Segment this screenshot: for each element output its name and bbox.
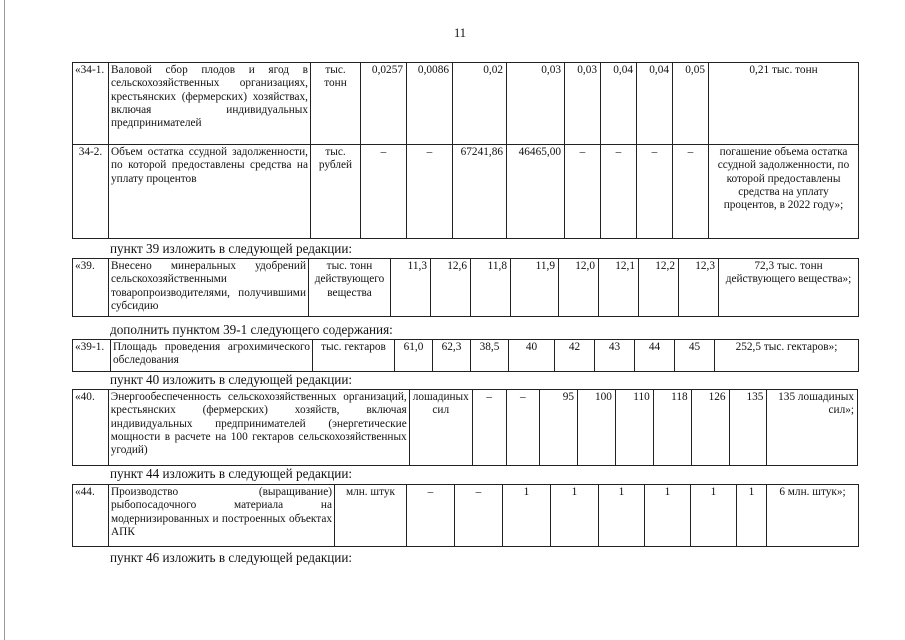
value-cell: 1 [691,485,737,547]
indicator-name: Внесено минеральных удобрений сельскохозяйственными товаропроизводителями, получившими субсидию [109,259,309,317]
amendment-note-40: пункт 40 изложить в следующей редакции: [110,372,353,387]
row-number: 34-2. [73,145,109,239]
scan-left-edge [4,0,5,640]
indicator-unit: тыс. тонн [311,63,361,145]
value-cell: 1 [645,485,691,547]
value-cell: 110 [615,390,653,466]
value-cell: 11,9 [511,259,559,317]
value-cell: 0,03 [565,63,601,145]
indicator-name: Объем остатка ссудной задолженности, по которой предоставлены средства на уплату процентов [109,145,311,239]
value-cell: – [565,145,601,239]
value-cell: 0,0086 [407,63,453,145]
value-cell: – [407,145,453,239]
indicator-table-34 [72,62,859,239]
value-cell: 0,02 [453,63,507,145]
value-cell: 12,3 [679,259,719,317]
value-cell: 12,1 [599,259,639,317]
amendment-note-39: пункт 39 изложить в следующей редакции: [110,241,353,256]
value-cell: 1 [737,485,767,547]
value-cell: 38,5 [471,340,509,372]
value-cell: 1 [503,485,551,547]
value-cell: – [506,390,540,466]
table-row-39-1 [73,340,859,372]
value-cell: 0,05 [673,63,709,145]
indicator-unit: тыс. тонн действующего вещества [309,259,391,317]
indicator-unit: тыс. рублей [311,145,361,239]
amendment-note-46: пункт 46 изложить в следующей редакции: [110,550,353,565]
row-number: «39-1. [73,340,111,372]
table-row-40 [73,390,858,466]
value-cell: 100 [578,390,616,466]
value-cell: 46465,00 [507,145,565,239]
indicator-unit: млн. штук [335,485,407,547]
table-row-44 [73,485,859,547]
total-cell: 0,21 тыс. тонн [709,63,859,145]
amendment-note-39-1: дополнить пунктом 39-1 следующего содержания: [110,322,393,337]
row-number: «34-1. [73,63,109,145]
value-cell: 11,8 [471,259,511,317]
indicator-unit: тыс. гектаров [313,340,395,372]
value-cell: 61,0 [395,340,433,372]
indicator-table-39 [72,258,859,317]
row-number: «44. [73,485,109,547]
value-cell: – [673,145,709,239]
value-cell: 67241,86 [453,145,507,239]
indicator-name: Валовой сбор плодов и ягод в сельскохозяйственных организациях, крестьянских (фермерских) хозяйствах, включая индивидуальных предпринимателей [109,63,311,145]
page-number: 11 [453,26,467,40]
row-number: «39. [73,259,109,317]
total-cell: 72,3 тыс. тонн действующего вещества»; [719,259,859,317]
value-cell: – [361,145,407,239]
value-cell: 62,3 [433,340,471,372]
indicator-name: Площадь проведения агрохимического обследования [111,340,313,372]
value-cell: 118 [653,390,691,466]
indicator-table-44 [72,484,859,547]
value-cell: 95 [540,390,578,466]
value-cell: – [601,145,637,239]
value-cell: 11,3 [391,259,431,317]
total-cell: 252,5 тыс. гектаров»; [715,340,859,372]
value-cell: 0,0257 [361,63,407,145]
indicator-table-39-1 [72,339,859,372]
value-cell: 1 [599,485,645,547]
value-cell: – [455,485,503,547]
value-cell: 0,04 [637,63,673,145]
value-cell: 45 [675,340,715,372]
value-cell: 44 [635,340,675,372]
amendment-note-44: пункт 44 изложить в следующей редакции: [110,466,353,481]
table-row-39 [73,259,859,317]
row-number: «40. [73,390,109,466]
value-cell: 0,03 [507,63,565,145]
value-cell: 126 [691,390,729,466]
indicator-name: Энергообеспеченность сельскохозяйственных организаций, крестьянских (фермерских) хозяйств, включая индивидуальных предпринимателей (энергетические мощности в расчете на 100 гектаров сельскохозяйственных угодий) [108,390,409,466]
value-cell: 12,6 [431,259,471,317]
value-cell: 0,04 [601,63,637,145]
value-cell: – [472,390,506,466]
indicator-table-40 [72,389,858,466]
value-cell: 135 [729,390,767,466]
value-cell: 12,0 [559,259,599,317]
indicator-name: Производство (выращивание) рыбопосадочного материала на модернизированных и построенных объектах АПК [109,485,335,547]
value-cell: 12,2 [639,259,679,317]
total-cell: 6 млн. штук»; [767,485,859,547]
table-row-34-1 [73,63,859,145]
value-cell: – [407,485,455,547]
indicator-unit: лошадиных сил [409,390,472,466]
value-cell: 1 [551,485,599,547]
value-cell: 40 [509,340,555,372]
total-cell: погашение объема остатка ссудной задолженности, по которой предоставлены средства на уплату процентов, в 2022 году»; [709,145,859,239]
value-cell: 43 [595,340,635,372]
total-cell: 135 лошадиных сил»; [767,390,858,466]
table-row-34-2 [73,145,859,239]
value-cell: 42 [555,340,595,372]
value-cell: – [637,145,673,239]
